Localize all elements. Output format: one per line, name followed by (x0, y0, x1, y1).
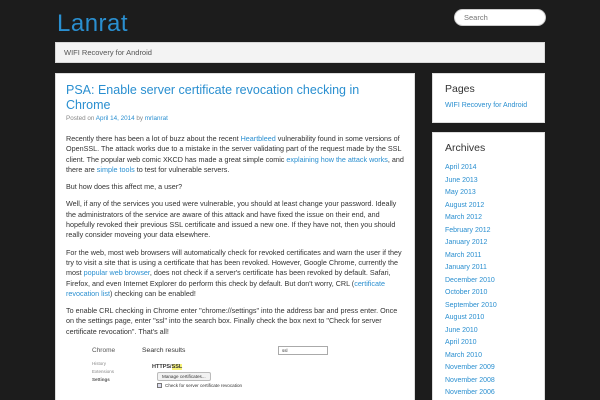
pages-list (445, 100, 532, 113)
xkcd-comic-link[interactable]: explaining how the attack works (286, 154, 388, 164)
archive-item (445, 225, 532, 238)
manage-certificates-button: Manage certificates... (157, 372, 211, 381)
chrome-brand-label: Chrome (92, 347, 116, 355)
post-meta (66, 115, 404, 122)
archive-item (445, 350, 532, 363)
text: , and there are (66, 154, 404, 174)
archive-link[interactable]: March 2012 (445, 214, 482, 221)
simple-tools-link[interactable]: simple tools (96, 164, 135, 174)
archive-link[interactable]: September 2010 (445, 301, 497, 309)
author-link[interactable]: mrlanrat (144, 115, 168, 122)
archive-link[interactable]: August 2010 (445, 314, 485, 321)
post-article (55, 73, 415, 400)
paragraph-advice: Well, if any of the services you used were vulnerable, you should at least change your password. Ideally the administrators of the service are aware of this attack and have fixed the issue on their end, and hopefully revoked their previous SSL certificate and issued a new one. If they have not, then you should really consider moveing your data elsewhere. (66, 199, 397, 240)
archive-link[interactable]: June 2013 (445, 176, 478, 184)
archive-link[interactable]: November 2009 (445, 364, 495, 371)
main-nav (55, 42, 545, 63)
archive-link[interactable]: December 2010 (445, 276, 495, 284)
pages-widget (432, 73, 545, 123)
search-input[interactable] (454, 9, 546, 26)
archive-item (445, 300, 532, 313)
pages-list-item (445, 100, 532, 113)
heartbleed-link[interactable]: Heartbleed (240, 134, 276, 143)
chrome-settings-search-field: ssl (278, 346, 328, 355)
text: For the web, most web browsers will automatically check for revoked certificates and warn the user if they try to visit a site that is using a certificate that has been revoked. However, Google Chrome, currently the most (66, 247, 402, 278)
archives-list (445, 162, 532, 400)
archive-link[interactable]: May 2013 (445, 189, 476, 196)
archive-link[interactable]: March 2011 (445, 251, 482, 259)
archive-item (445, 362, 532, 375)
archive-item (445, 237, 532, 250)
archive-item (445, 312, 532, 325)
checkbox-label: Check for server certificate revocation (165, 383, 243, 389)
paragraph-question: But how does this affect me, a user? (66, 182, 183, 192)
archive-link[interactable]: January 2012 (445, 239, 488, 246)
archive-item (445, 387, 532, 400)
archive-link[interactable]: November 2008 (445, 376, 495, 384)
paragraph-instructions: To enable CRL checking in Chrome enter "chrome://settings" into the address bar and press enter. Once on the settings page, enter "ssl" into the search box. Finally check the box next to "Check for server certificate revocation". That's all! (66, 306, 398, 336)
chrome-settings-screenshot (82, 345, 332, 400)
archive-link[interactable]: August 2012 (445, 201, 485, 209)
archive-item (445, 337, 532, 350)
archive-link[interactable]: April 2010 (445, 339, 477, 346)
paragraph-browsers (66, 248, 404, 299)
post-date-link[interactable]: April 14, 2014 (95, 115, 135, 122)
archive-item (445, 250, 532, 263)
archive-link[interactable]: June 2010 (445, 326, 478, 334)
posted-on-label: Posted on (66, 115, 95, 122)
text: , does not check if a server's certificate has been revoked by default. Safari, Firefox, and even Internet Explorer do perform this check by default. But don't worry, CRL ( (66, 268, 391, 288)
archive-item (445, 175, 532, 188)
archive-item (445, 325, 532, 338)
chrome-nav-history: History (92, 361, 107, 367)
crl-link[interactable]: certificate revocation list (66, 278, 385, 298)
text: ) checking can be enabled! (109, 288, 196, 298)
archive-link[interactable]: March 2010 (445, 351, 482, 359)
nav-item-wifi-recovery[interactable]: WIFI Recovery for Android (64, 48, 152, 57)
archive-link[interactable]: October 2010 (445, 289, 488, 296)
archive-item (445, 287, 532, 300)
chrome-search-results-title: Search results (142, 347, 186, 355)
post-title[interactable]: PSA: Enable server certificate revocation checking in Chrome (66, 83, 360, 112)
archive-link[interactable]: November 2006 (445, 389, 495, 396)
text: Recently there has been a lot of buzz about the recent (66, 134, 241, 143)
pages-widget-title: Pages (445, 83, 475, 95)
archive-item (445, 375, 532, 388)
ssl-highlight: SSL (171, 364, 183, 371)
by-label: by (136, 115, 144, 122)
text: HTTPS/ (152, 364, 172, 371)
archive-item (445, 200, 532, 213)
chrome-https-ssl-heading (152, 364, 182, 370)
text: vulnerability found in some versions of OpenSSL. The attack works due to a mistake in the server validating part of the request made by the SSL client. The popular web comic XKCD has made a great simple comic (66, 134, 402, 164)
chrome-nav-settings: Settings (92, 377, 110, 383)
archive-link[interactable]: April 2014 (445, 164, 477, 171)
checkbox-icon (157, 383, 162, 388)
revocation-checkbox-row (157, 383, 242, 388)
archive-item (445, 262, 532, 275)
archives-widget-title: Archives (445, 142, 486, 154)
popular-browser-link[interactable]: popular web browser (83, 268, 150, 278)
archives-widget (432, 132, 545, 400)
archive-link[interactable]: January 2011 (445, 264, 487, 271)
archive-link[interactable]: February 2012 (445, 226, 491, 234)
page-link-wifi-recovery[interactable]: WIFI Recovery for Android (445, 102, 528, 109)
archive-item (445, 187, 532, 200)
archive-item (445, 162, 532, 175)
chrome-nav-extensions: Extensions (92, 369, 115, 375)
site-title[interactable]: Lanrat (57, 10, 129, 37)
archive-item (445, 212, 532, 225)
archive-item (445, 275, 532, 288)
paragraph-intro (66, 134, 404, 175)
text: to test for vulnerable servers. (134, 164, 230, 174)
